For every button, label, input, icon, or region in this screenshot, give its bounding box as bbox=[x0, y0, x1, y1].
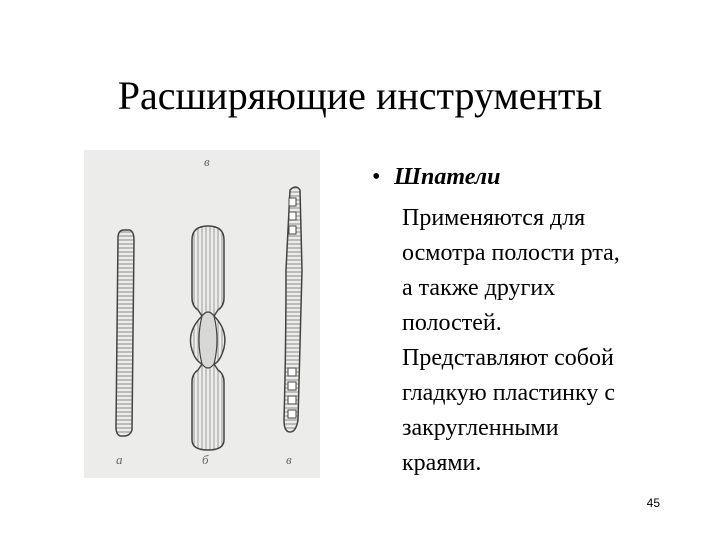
bullet-list bbox=[372, 160, 672, 481]
bullet-description: Применяются для осмотра полости рта, а также других полостей. Представляют собой гладкую пластинку с закругленными краями. bbox=[402, 205, 620, 476]
figure-label-v-bottom: в bbox=[286, 452, 292, 467]
bullet-item bbox=[372, 160, 672, 195]
spatula-a bbox=[116, 230, 134, 436]
figure-label-b: б bbox=[202, 452, 209, 467]
bullet-marker: • bbox=[372, 164, 381, 190]
spatula-b bbox=[190, 226, 224, 450]
figure-label-a: а bbox=[116, 452, 123, 467]
spatula-v bbox=[284, 187, 302, 432]
spatulas-figure bbox=[84, 150, 320, 478]
figure-label-v-top: в bbox=[204, 154, 210, 169]
page-number: 45 bbox=[646, 496, 660, 510]
slide-title: Расширяющие инструменты bbox=[117, 73, 603, 118]
bullet-term: Шпатели bbox=[394, 164, 501, 190]
spatula-drawing-icon bbox=[84, 150, 320, 478]
